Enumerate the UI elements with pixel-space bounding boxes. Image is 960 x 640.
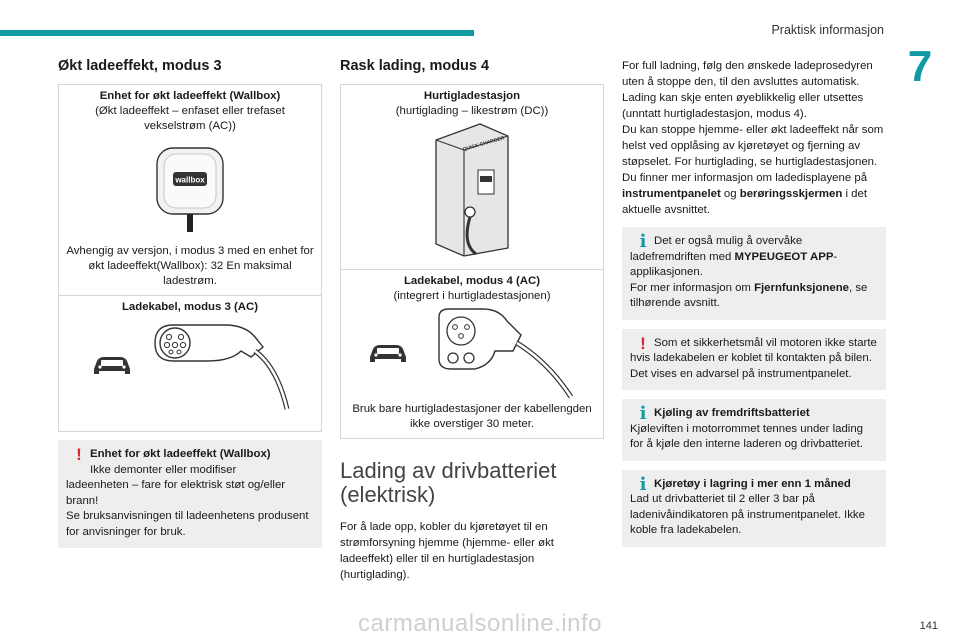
column-mode4 [340, 58, 604, 583]
quick-charger-icon [422, 120, 522, 258]
paragraph: Du kan stoppe hjemme- eller økt ladeeffekt når som helst ved opplåsing av kjøretøyet og fjerning av støpselet. For hurtiglading, se hurtigladestasjonen. [622, 124, 884, 168]
warning-icon: ! [640, 333, 646, 353]
text: Du finner mer informasjon om ladedisplayene på [622, 172, 868, 184]
chapter-number: 7 [907, 42, 933, 91]
cell-caption: Avhengig av versjon, i modus 3 med en enhet for økt ladeeffekt(Wallbox): 32 En maksimal ladestrøm. [66, 245, 314, 287]
page-number: 141 [919, 620, 938, 632]
cell-title: Enhet for økt ladeeffekt (Wallbox) [99, 90, 281, 102]
illustration-table [58, 84, 322, 432]
cable-illustration [65, 315, 315, 415]
warning-title: Enhet for økt ladeeffekt (Wallbox) [90, 448, 271, 460]
warning-icon: ! [76, 445, 82, 464]
info-title: Kjøling av fremdriftsbatteriet [654, 407, 810, 419]
section-title: Praktisk informasjon [771, 23, 884, 37]
text-bold: MYPEUGEOT APP [734, 250, 834, 263]
paragraph [622, 170, 886, 218]
paragraph: For full ladning, følg den ønskede ladeprosedyren uten å stoppe den, til den avsluttes automatisk. Lading kan skje enten øyeblikkelig eller utsettes (unntatt hurtigladestasjon, modus 4). [622, 60, 873, 120]
column-charging-info [622, 58, 886, 547]
illustration-table [340, 84, 604, 439]
warning-text: Som et sikkerhetsmål vil motoren ikke starte hvis ladekabelen er koblet til kontakten på bilen. Det vises en advarsel på instrumentpanelet. [630, 336, 877, 380]
text-bold: Fjernfunksjonene [754, 281, 849, 294]
station-cell [341, 85, 603, 269]
warning-text: ladeenheten – fare for elektrisk støt og/eller brann! [66, 479, 286, 507]
cell-title: Ladekabel, modus 3 (AC) [121, 301, 259, 313]
cell-subtitle: (Økt ladeeffekt – enfaset eller trefaset vekselstrøm (AC)) [95, 105, 285, 132]
intro-paragraph: For å lade opp, kobler du kjøretøyet til en strømforsyning hjemme (hjemme- eller økt ladeeffekt) eller til en hurtigladestasjon (hurtiglading). [340, 521, 554, 581]
cell-subtitle: (hurtiglading – likestrøm (DC)) [395, 105, 549, 117]
station-label: QUICK CHARGER [462, 135, 506, 153]
header-accent-bar [0, 30, 474, 36]
chapter-heading: Lading av drivbatteriet (elektrisk) [340, 458, 557, 507]
warning-box [622, 329, 886, 391]
type2-plug-icon [147, 317, 307, 413]
station-illustration [347, 119, 597, 259]
cell-title: Ladekabel, modus 4 (AC) [403, 275, 541, 287]
warning-line: Ikke demonter eller modifiser [90, 463, 237, 476]
wallbox-cell [59, 85, 321, 295]
info-text: Kjøleviften i motorrommet tennes under lading for å kjøle den interne laderen og drivbatteriet. [630, 422, 864, 450]
ccs-plug-icon [425, 305, 585, 401]
info-box [622, 399, 886, 461]
warning-box [58, 440, 322, 548]
text: og [720, 188, 740, 200]
car-icon [91, 352, 133, 378]
warning-text: Se bruksanvisningen til ladeenhetens produsent for anvisninger for bruk. [66, 510, 309, 538]
cell-title: Hurtigladestasjon [423, 90, 521, 102]
info-box [622, 227, 886, 320]
text: For mer informasjon om [630, 281, 755, 294]
wallbox-illustration [65, 134, 315, 244]
info-box [622, 470, 886, 547]
info-icon: i [639, 473, 647, 495]
wallbox-logo-text: wallbox [175, 175, 205, 185]
info-text: Lad ut drivbatteriet til 2 eller 3 bar på ladenivåindikatoren på instrumentpanelet. Ikke koble fra ladekabelen. [630, 493, 865, 536]
watermark: carmanualsonline.info [358, 610, 602, 637]
info-icon: i [639, 403, 647, 424]
column-mode3 [58, 58, 322, 548]
text-bold: instrumentpanelet [622, 188, 721, 200]
section-heading: Økt ladeeffekt, modus 3 [58, 58, 222, 74]
car-icon [367, 340, 409, 366]
text: Det er også mulig å overvåke ladefremdriften med [630, 235, 803, 263]
cell-subtitle: (integrert i hurtigladestasjonen) [393, 290, 551, 302]
info-title: Kjøretøy i lagring i mer enn 1 måned [654, 477, 851, 490]
text-bold: berøringsskjermen [739, 188, 843, 200]
cable-mode4-cell [341, 269, 603, 438]
text: , se tilhørende avsnitt. [630, 281, 868, 309]
section-heading: Rask lading, modus 4 [340, 58, 490, 74]
text: -applikasjonen. [630, 250, 838, 278]
cell-caption: Bruk bare hurtigladestasjoner der kabellengden ikke overstiger 30 meter. [352, 403, 592, 430]
wallbox-icon [150, 144, 230, 234]
info-icon: i [639, 231, 647, 252]
cable-illustration [347, 304, 597, 402]
text: i det aktuelle avsnittet. [622, 188, 867, 216]
cable-mode3-cell [59, 295, 321, 431]
